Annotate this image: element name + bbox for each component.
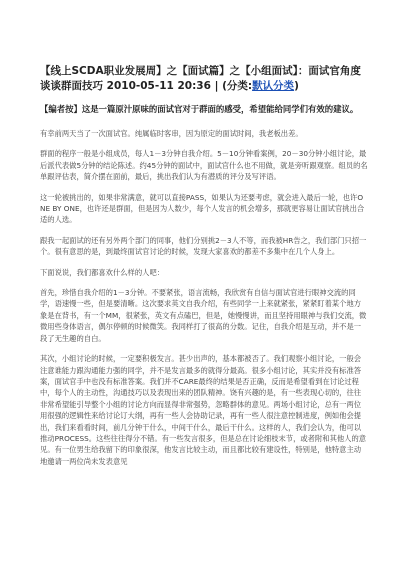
article-title	[40, 64, 368, 94]
title-main: 【线上SCDA职业发展周】之【面试篇】之【小组面试】：面试官角度谈谈群面技巧	[40, 65, 361, 92]
paragraph: 下面说说，我们都喜欢什么样的人吧：	[40, 267, 165, 277]
editor-note: 【编者按】这是一篇原汁原味的面试官对于群面的感受，希望能给同学们有效的建议。	[40, 104, 359, 114]
paragraph: 首先，珍惜自我介绍的1－3分钟。不要紧张，语言流畅，我欣赏有自信与面试官进行眼神交流的同学，语速慢一些，但是要清晰。这次要求英文自我介绍，有些同学一上来就紧张，紧紧盯着某个地方象是在背书，有一个MM，很紧张，英文有点磕巴，但是，她慢慢讲，而且坚持用眼神与我们交流，微微用些身体语言，偶尔停顿的时候微笑。我同样打了很高的分数。记住，自我介绍是互动，并不是一段了无生趣的自白。	[40, 288, 367, 343]
paragraph: 其次，小组讨论的时候，一定要积极发言。甚少出声的，基本都被否了。我们观察小组讨论，一般会注意谁能力跟沟通能力强的同学，并不是发言最多的就得分最高。很多小组讨论，其实并没有标准答案，面试官手中也没有标准答案。我们并不CARE最终的结果是否正确，反而是希望看到在讨论过程中，每个人的主动性，沟通技巧以及表现出来的团队精神。饶有兴趣的是，有一些表现心切的，往往非常希望能引导整个小组的讨论方向而显得非常强势，忽略群体的意见。两场小组讨论，总有一两位用很强的逻辑性来给讨论订大纲，再有一些人会协助记录，再有一些人很注意控制进度，例如他会提出，我们来看看时间，前几分钟干什么，中间干什么，最后干什么。这样的人，我们会认为，他可以推动PROCESS。这些往往得分不错。有一些发言很多，但是总在讨论细枝末节，或者附和其他人的意见。有一位男生给我留下的印象很深，他发言比较主动，而且都比较有建设性，特别是，他特意主动地邀请一两位尚未发表意见	[40, 354, 367, 466]
title-separator: |	[214, 80, 219, 92]
paragraph: 群面的程序一般是小组成员，每人1－3分钟自我介绍。5－10分钟看案例，20－30分钟小组讨论，最后派代表做5分钟的结论陈述。约45分钟的面试中，面试官什么也不用做，就是旁听跟观察。组员的名单跟评估表，简介摆在面前，最后，挑出我们认为有潜质的评分及写评语。	[40, 149, 368, 182]
paragraph: 有幸前两天当了一次面试官。纯属临时客串，因为原定的面试时间，我老板出差。	[40, 129, 303, 138]
title-category-suffix: )	[294, 80, 299, 92]
paragraph: 这一轮被挑出的，如果非常满意，就可以直接PASS，如果认为还要考虑，就会进入最后一轮，也许ONE BY ONE，也许还是群面，但是因为人数少，每个人发言的机会增多，那就更容易让面试官挑出合适的人选。	[40, 192, 365, 225]
title-datetime: 2010-05-11 20:36	[106, 80, 211, 92]
title-category-prefix: (分类:	[222, 80, 253, 92]
category-link[interactable]: 默认分类	[252, 80, 295, 92]
paragraph: 跟我一起面试的还有另外两个部门的同事，他们分别挑2－3人不等，而我被HR告之，我们部门只招一个。很有意思的是，到最终面试官讨论的时候，发现大家喜欢的都差不多集中在几个人身上。	[40, 235, 367, 257]
